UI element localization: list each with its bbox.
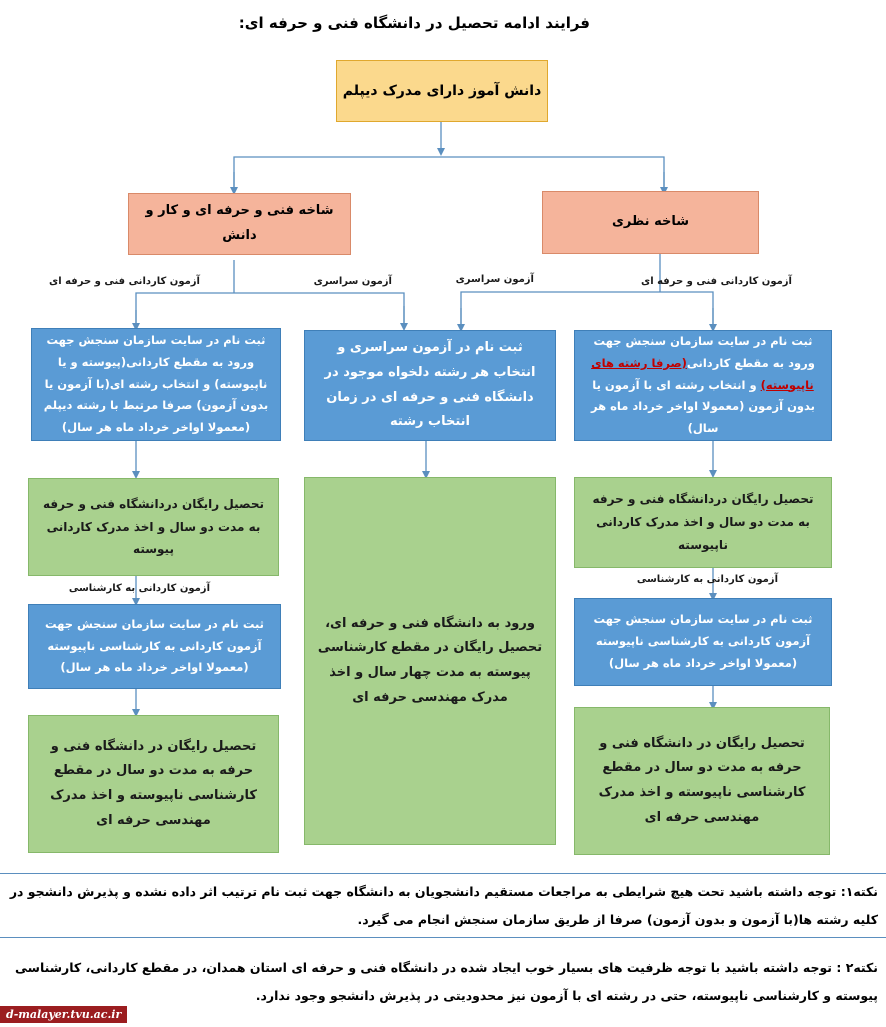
footer-site-url[interactable]: d-malayer.tvu.ac.ir — [0, 1006, 127, 1023]
branch-right-box — [542, 191, 759, 254]
branch-left-label: شاخه فنی و حرفه ای و کار و دانش — [145, 203, 334, 243]
left-reg2-text: ثبت نام در سایت سازمان سنجش جهت آزمون کاردانی به کارشناسی ناپیوسته (معمولا اواخر خرداد ماه هر سال) — [44, 616, 265, 675]
left-reg-box — [31, 328, 281, 441]
left-reg-text: ثبت نام در سایت سازمان سنجش جهت ورود به مقطع کاردانی(پیوسته و یا ناپیوسته) و انتخاب رشته ای(با آزمون یا بدون آزمون) صرفا مرتبط با رشته دیپلم (معمولا اواخر خرداد ماه هر سال) — [43, 332, 269, 435]
top-box-label: دانش آموز دارای مدرک دیپلم — [342, 82, 542, 99]
right-reg-text-a: ثبت نام در سایت سازمان سنجش جهت ورود به مقطع کاردانی — [593, 333, 815, 370]
right-reg-text-b: و انتخاب رشته ای با آزمون یا بدون آزمون (معمولا اواخر خرداد ماه هر سال) — [590, 377, 816, 436]
note-1-text: نکته۱: توجه داشته باشید تحت هیچ شرایطی به مراجعات مستقیم دانشجویان به دانشگاه جهت ثبت نام ترتیب اثر داده نشده و پذیرش دانشجو در کلیه رشته ها(با آزمون و بدون آزمون) صرفا از طریق سازمان سنجش انجام می گیرد. — [9, 884, 878, 927]
label-exam-sarasari-left: آزمون سراسری — [313, 276, 392, 287]
mid-reg-text: ثبت نام در آزمون سراسری و انتخاب هر رشته دلخواه موجود در دانشگاه فنی و حرفه ای در زمان انتخاب رشته — [324, 340, 536, 430]
right-free1-text: تحصیل رایگان دردانشگاه فنی و حرفه به مدت دو سال و اخذ مدرک کاردانی ناپیوسته — [592, 492, 814, 552]
label-exam-kardani-right: آزمون کاردانی فنی و حرفه ای — [641, 276, 792, 287]
note-1 — [0, 873, 886, 938]
line-left-branch-split — [136, 293, 404, 327]
right-reg2-text: ثبت نام در سایت سازمان سنجش جهت آزمون کاردانی به کارشناسی ناپیوسته (معمولا اواخر خرداد ماه هر سال) — [593, 612, 813, 670]
mid-free-box — [304, 477, 556, 845]
line-top-split — [234, 157, 664, 190]
right-free1-box — [574, 477, 832, 568]
label-exam-kardani-left: آزمون کاردانی فنی و حرفه ای — [49, 276, 200, 287]
left-free1-text: تحصیل رایگان دردانشگاه فنی و حرفه به مدت دو سال و اخذ مدرک کاردانی پیوسته — [43, 496, 264, 557]
left-free2-box — [28, 715, 279, 853]
note-2 — [0, 950, 886, 1013]
top-box-diploma — [336, 60, 548, 122]
right-reg-text — [585, 331, 821, 440]
right-reg-highlight: (صرفا رشته های ناپیوسته) — [591, 355, 814, 392]
mid-free-text: ورود به دانشگاه فنی و حرفه ای، تحصیل رایگان در مقطع کارشناسی پیوسته به مدت چهار سال و اخذ مدرک مهندسی حرفه ای — [317, 615, 543, 705]
right-reg2-box — [574, 598, 832, 686]
note-2-text: نکته۲ : توجه داشته باشید با توجه ظرفیت های بسیار خوب ایجاد شده در دانشگاه فنی و حرفه ای استان همدان، در مقطع کاردانی، کارشناسی پیوسته و کارشناسی ناپیوسته، حتی در رشته ای با آزمون نیز محدودیتی در پذیرش دانشجو وجود ندارد. — [15, 960, 878, 1003]
left-free2-text: تحصیل رایگان در دانشگاه فنی و حرفه به مدت دو سال در مقطع کارشناسی ناپیوسته و اخذ مدرک مهندسی حرفه ای — [50, 738, 257, 828]
label-exam-karshenasi-left: آزمون کاردانی به کارشناسی — [68, 583, 210, 594]
right-reg-box — [574, 330, 832, 441]
left-free1-box — [28, 478, 279, 576]
branch-left-box — [128, 193, 351, 255]
right-free2-box — [574, 707, 830, 855]
mid-reg-box — [304, 330, 556, 441]
branch-right-label: شاخه نظری — [612, 214, 689, 230]
page-title: فرایند ادامه تحصیل در دانشگاه فنی و حرفه ای: — [238, 14, 590, 32]
label-exam-karshenasi-right: آزمون کاردانی به کارشناسی — [636, 574, 778, 585]
left-reg2-box — [28, 604, 281, 689]
line-right-branch-split — [461, 292, 713, 327]
label-exam-sarasari-right: آزمون سراسری — [455, 274, 534, 285]
right-free2-text: تحصیل رایگان در دانشگاه فنی و حرفه به مدت دو سال در مقطع کارشناسی ناپیوسته و اخذ مدرک مهندسی حرفه ای — [598, 735, 806, 825]
